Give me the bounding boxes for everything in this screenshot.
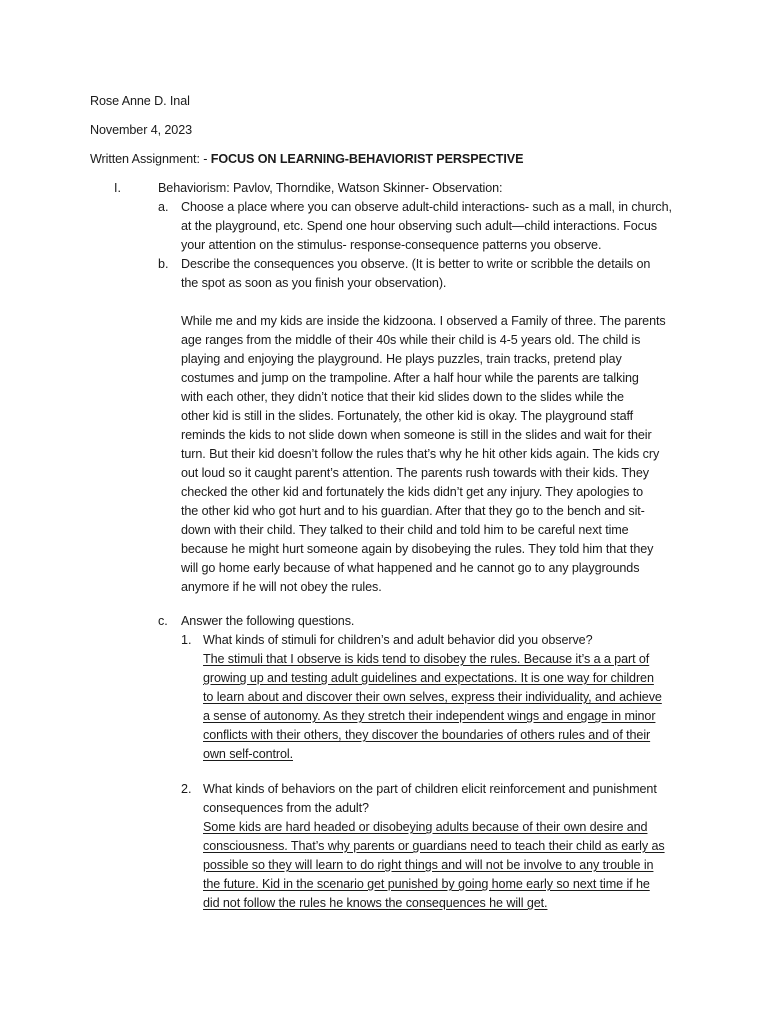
answer-1-line: a sense of autonomy. As they stretch their independent wings and engage in minor xyxy=(203,709,656,723)
author-name: Rose Anne D. Inal xyxy=(90,94,190,108)
item-b-marker: b. xyxy=(158,257,169,271)
question-2-text: consequences from the adult? xyxy=(203,801,369,815)
narrative-line: age ranges from the middle of their 40s while their child is 4-5 years old. The child is xyxy=(181,333,641,347)
answer-1-line: conflicts with their others, they discover the boundaries of others rules and of their xyxy=(203,728,651,742)
narrative-line: out loud so it caught parent’s attention. The parents rush towards with their kids. They xyxy=(181,466,649,480)
answer-2-line: the future. Kid in the scenario get punished by going home early so next time if he xyxy=(203,877,650,891)
assignment-prefix: Written Assignment: - xyxy=(90,152,211,166)
question-2-marker: 2. xyxy=(181,782,192,796)
item-c-marker: c. xyxy=(158,614,168,628)
answer-2-line: consciousness. That’s why parents or guardians need to teach their child as early as xyxy=(203,839,665,853)
item-a-marker: a. xyxy=(158,200,169,214)
narrative-line: the other kid who got hurt and to his guardian. After that they go to the bench and sit- xyxy=(181,504,645,518)
answer-1-line: own self-control. xyxy=(203,747,293,761)
narrative-line: will go home early because of what happened and he cannot go to any playgrounds xyxy=(181,561,640,575)
narrative-line: down with their child. They talked to their child and told him to be careful next time xyxy=(181,523,629,537)
assignment-title: FOCUS ON LEARNING-BEHAVIORIST PERSPECTIVE xyxy=(210,152,524,166)
question-1-text: What kinds of stimuli for children’s and adult behavior did you observe? xyxy=(203,633,593,647)
question-2-text: What kinds of behaviors on the part of children elicit reinforcement and punishment xyxy=(203,782,657,796)
narrative-line: While me and my kids are inside the kidzoona. I observed a Family of three. The parents xyxy=(181,314,666,328)
document-date: November 4, 2023 xyxy=(90,123,193,137)
answer-1-line: growing up and testing adult guidelines and expectations. It is one way for children xyxy=(203,671,654,685)
item-c-text: Answer the following questions. xyxy=(181,614,355,628)
answer-1-line: The stimuli that I observe is kids tend to disobey the rules. Because it’s a a part of xyxy=(203,652,650,666)
item-a-line: at the playground, etc. Spend one hour observing such adult—child interactions. Focus xyxy=(181,219,657,233)
answer-2-line: possible so they will learn to do right things and will not be involve to any trouble in xyxy=(203,858,654,872)
narrative-line: costumes and jump on the trampoline. After a half hour while the parents are talking xyxy=(181,371,639,385)
answer-2-line: did not follow the rules he knows the consequences he will get. xyxy=(203,896,548,910)
section-marker: I. xyxy=(114,181,121,195)
narrative-line: because he might hurt someone again by disobeying the rules. They told him that they xyxy=(181,542,654,556)
item-b-line: Describe the consequences you observe. (It is better to write or scribble the details on xyxy=(181,257,651,271)
narrative-line: reminds the kids to not slide down when someone is still in the slides and wait for their xyxy=(181,428,652,442)
section-heading: Behaviorism: Pavlov, Thorndike, Watson Skinner- Observation: xyxy=(158,181,503,195)
assignment-line xyxy=(90,150,523,169)
answer-1-line: to learn about and discover their own selves, express their individuality, and achieve xyxy=(203,690,662,704)
narrative-line: playing and enjoying the playground. He plays puzzles, train tracks, pretend play xyxy=(181,352,622,366)
question-1-marker: 1. xyxy=(181,633,192,647)
item-b-line: the spot as soon as you finish your observation). xyxy=(181,276,447,290)
answer-2-line: Some kids are hard headed or disobeying adults because of their own desire and xyxy=(203,820,648,834)
narrative-line: anymore if he will not obey the rules. xyxy=(181,580,382,594)
narrative-line: checked the other kid and fortunately the kids didn’t get any injury. They apologies to xyxy=(181,485,643,499)
item-a-line: Choose a place where you can observe adult-child interactions- such as a mall, in church, xyxy=(181,200,672,214)
narrative-line: with each other, they didn’t notice that their kid slides down to the slides while the xyxy=(181,390,624,404)
narrative-line: other kid is still in the slides. Fortunately, the other kid is okay. The playground staff xyxy=(181,409,634,423)
item-a-line: your attention on the stimulus- response-consequence patterns you observe. xyxy=(181,238,602,252)
narrative-line: turn. But their kid doesn’t follow the rules that’s why he hit other kids again. The kids cry xyxy=(181,447,660,461)
